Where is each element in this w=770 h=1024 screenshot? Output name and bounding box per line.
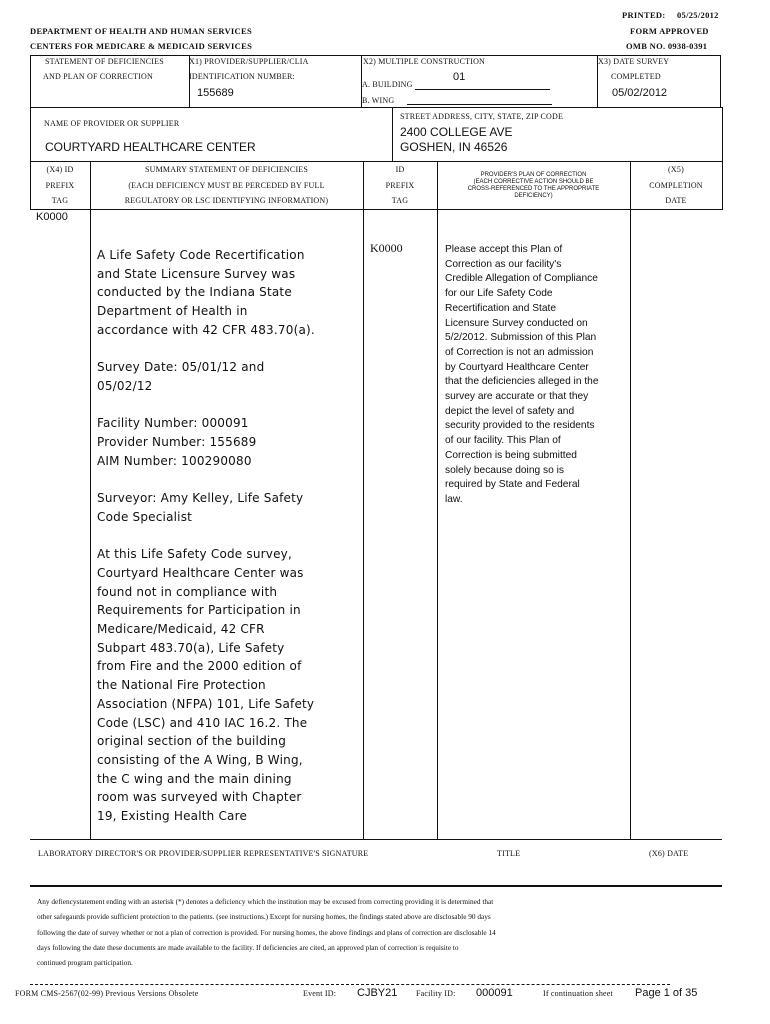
- x6-date-label: (X6) DATE: [649, 849, 689, 858]
- x2-label: X2) MULTIPLE CONSTRUCTION: [363, 57, 486, 66]
- x5-label: (X5): [668, 165, 684, 174]
- printed-label: PRINTED:: [622, 10, 666, 20]
- plan-header-2: (EACH CORRECTIVE ACTION SHOULD BE: [473, 179, 594, 185]
- facility-id-label: Facility ID:: [416, 989, 456, 998]
- completed-label: COMPLETED: [611, 72, 661, 81]
- top-box-bottom: [30, 107, 722, 108]
- event-id-value: CJBY21: [357, 987, 398, 999]
- printed-date: 05/25/2012: [677, 10, 719, 20]
- id-prefix-label: PREFIX: [385, 181, 415, 190]
- page-number: Page 1 of 35: [635, 987, 698, 999]
- provider-number: 155689: [197, 87, 234, 99]
- top-box-border: [30, 55, 720, 56]
- summary-paragraph: Survey Date: 05/01/12 and 05/02/12: [97, 360, 265, 393]
- facility-id-value: 000091: [476, 987, 513, 999]
- plan-of-correction-label: AND PLAN OF CORRECTION: [43, 72, 153, 81]
- summary-header-2: (EACH DEFICIENCY MUST BE PERCEDED BY FULL: [128, 181, 325, 190]
- department-title: DEPARTMENT OF HEALTH AND HUMAN SERVICES: [30, 26, 252, 36]
- right-tag: K0000: [370, 241, 403, 255]
- building-label: A. BUILDING: [362, 80, 413, 89]
- provider-name: COURTYARD HEALTHCARE CENTER: [45, 140, 256, 154]
- title-label: TITLE: [497, 849, 521, 858]
- x1-label: X1) PROVIDER/SUPPLIER/CLIA: [189, 57, 309, 66]
- id-label: ID: [395, 165, 405, 174]
- survey-date: 05/02/2012: [612, 87, 668, 99]
- summary-paragraph: At this Life Safety Code survey, Courtyard Healthcare Center was found not in compliance with Requirements for Participation in Medicare/Medicaid, 42 CFR Subpart 483.70(a), Life Safety from Fire and the 2000 edition of the National Fire Protection Association (NFPA) 101, Life Safety Code (LSC) and 410 IAC 16.2. The original section of the building consisting of the A Wing, B Wing, the C wing and the main dining room was surveyed with Chapter 19, Existing Health Care: [97, 547, 315, 824]
- summary-statement: [97, 246, 362, 844]
- event-id-label: Event ID:: [303, 989, 337, 998]
- omb-number: OMB NO. 0938-0391: [626, 41, 708, 51]
- summary-paragraph: Facility Number: 000091 Provider Number: 155689 AIM Number: 100290080: [97, 416, 257, 468]
- completion-date-label: DATE: [665, 196, 687, 205]
- x3-label: X3) DATE SURVEY: [598, 57, 670, 66]
- provider-name-label: NAME OF PROVIDER OR SUPPLIER: [44, 119, 180, 128]
- plan-header-3: CROSS-REFERENCED TO THE APPROPRIATE: [467, 186, 600, 192]
- plan-header-1: PROVIDER'S PLAN OF CORRECTION: [480, 172, 587, 178]
- address-label: STREET ADDRESS, CITY, STATE, ZIP CODE: [400, 112, 564, 121]
- statement-label: STATEMENT OF DEFICIENCIES: [45, 57, 164, 66]
- summary-paragraph: A Life Safety Code Recertification and State Licensure Survey was conducted by the Indiana State Department of Health in accordance with 42 CFR 483.70(a).: [97, 248, 315, 337]
- disclaimer-text: Any defiencystatement ending with an asterisk (*) denotes a deficiency which the institution may be excused from correcting providing it is determined that other safegaurds provide sufficient protection to the patients. (see instructions.) Except for nursing homes, the findings stated above are disclosable 90 days following the date of survey whether or not a plan of correction is provided. For nursing homes, the above findings and plans of correction are disclosable 14 days following the date these documents are made available to the facility. If deficiencies are cited, an approved plan of correction is requisite to continued program participation.: [37, 897, 496, 968]
- completion-label: COMPLETION: [649, 181, 703, 190]
- id-tag-label: TAG: [391, 196, 409, 205]
- wing-label: B. WING: [362, 96, 395, 105]
- building-value: 01: [453, 71, 466, 83]
- continuation-label: If continuation sheet: [543, 989, 613, 998]
- plan-header-4: DEFICIENCY): [514, 193, 553, 199]
- form-approved: FORM APPROVED: [630, 26, 709, 36]
- left-tag: K0000: [36, 211, 68, 223]
- signature-label: LABORATORY DIRECTOR'S OR PROVIDER/SUPPLIER REPRESENTATIVE'S SIGNATURE: [38, 849, 369, 858]
- x4-tag-label: TAG: [51, 196, 69, 205]
- centers-title: CENTERS FOR MEDICARE & MEDICAID SERVICES: [30, 41, 253, 51]
- plan-of-correction-text: Please accept this Plan of Correction as our facility's Credible Allegation of Compliance for our Life Safety Code Recertification and State Licensure Survey conducted on 5/2/2012. Submission of this Plan of Correction is not an admission by Courtyard Healthcare Center that the deficiencies alleged in the survey are accurate or that they depict the level of safety and security provided to the residents of our facility. This Plan of Correction is being submitted solely because doing so is required by State and Federal law.: [445, 244, 599, 505]
- form-number: FORM CMS-2567(02-99) Previous Versions Obsolete: [15, 989, 199, 998]
- x4-prefix-label: PREFIX: [45, 181, 75, 190]
- summary-header-1: SUMMARY STATEMENT OF DEFICIENCIES: [144, 165, 309, 174]
- summary-paragraph: Surveyor: Amy Kelley, Life Safety Code Specialist: [97, 491, 304, 524]
- address-line2: GOSHEN, IN 46526: [400, 140, 508, 154]
- x4-id-label: (X4) ID: [46, 165, 74, 174]
- address-line1: 2400 COLLEGE AVE: [400, 125, 513, 139]
- summary-header-3: REGULATORY OR LSC IDENTIFYING INFORMATION): [124, 196, 329, 205]
- identification-label: IDENTIFICATION NUMBER:: [189, 72, 295, 81]
